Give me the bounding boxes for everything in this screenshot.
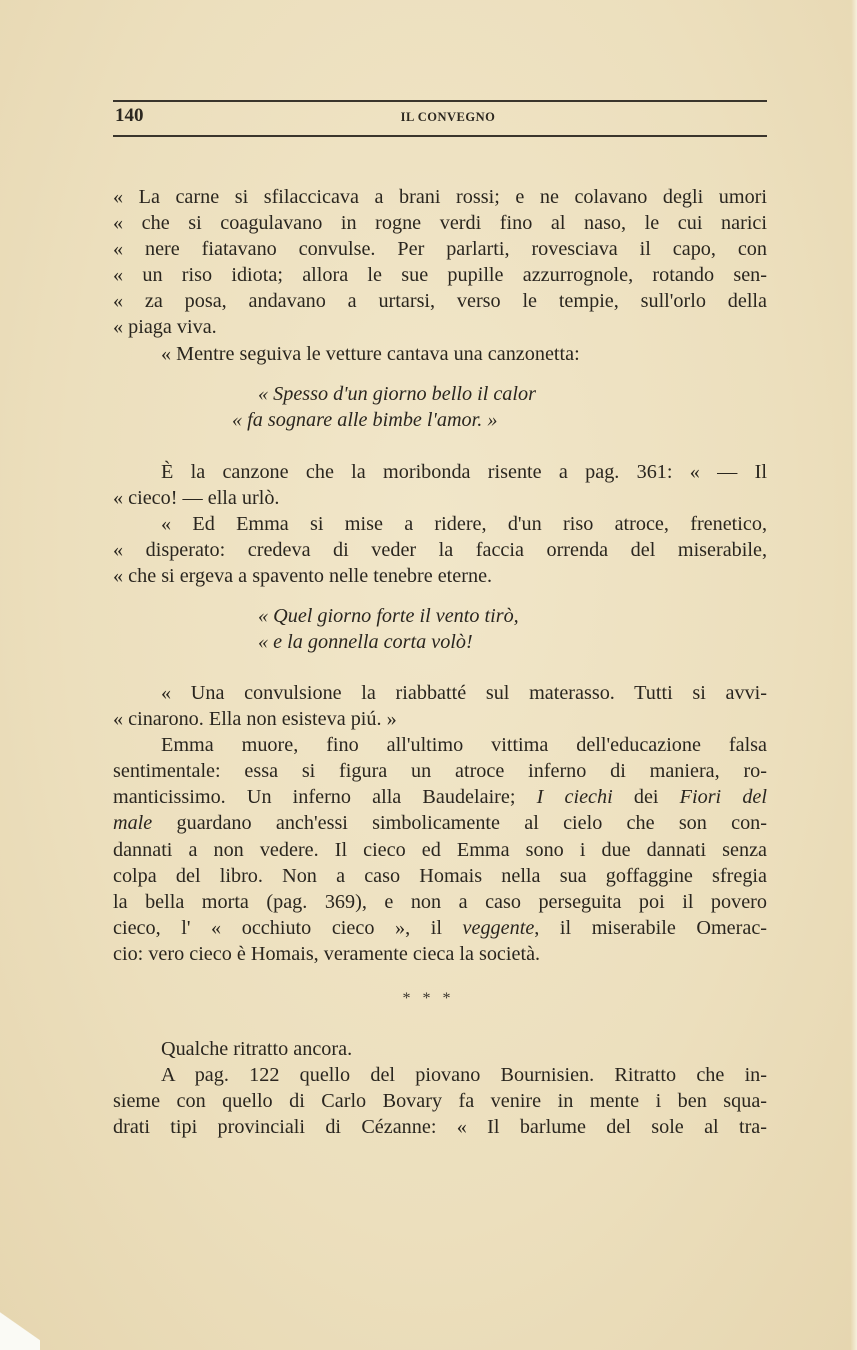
text-line: « piaga viva. — [113, 316, 217, 339]
text-line: « cinarono. Ella non esisteva piú. » — [113, 708, 397, 731]
text-line: sieme con quello di Carlo Bovary fa venire in mente i ben squa- — [113, 1090, 767, 1113]
text-line: « za posa, andavano a urtarsi, verso le tempie, sull'orlo della — [113, 290, 767, 313]
text-line: male guardano anch'essi simbolicamente al cielo che son con- — [113, 812, 767, 835]
verse-line: « Spesso d'un giorno bello il calor — [258, 383, 536, 405]
text-line: « che si ergeva a spavento nelle tenebre eterne. — [113, 565, 493, 588]
text-line: A pag. 122 quello del piovano Bournisien. Ritratto che in- — [161, 1064, 767, 1087]
text-line: « Mentre seguiva le vetture cantava una canzonetta: — [161, 342, 580, 365]
text-line: « Una convulsione la riabbatté sul materasso. Tutti si avvi- — [161, 682, 767, 704]
text-line: cio: vero cieco è Homais, veramente cieca la società. — [113, 942, 541, 965]
text-line: « Ed Emma si mise a ridere, d'un riso atroce, frenetico, — [161, 513, 767, 536]
italic-title: male — [113, 812, 153, 835]
verse-line: « e la gonnella corta volò! — [258, 631, 473, 653]
italic-word: veggente — [462, 916, 535, 939]
text-line: dannati a non vedere. Il cieco ed Emma sono i due dannati senza — [113, 838, 767, 861]
paragraph-block-2 — [113, 459, 767, 589]
text-line: drati tipi provinciali di Cézanne: « Il barlume del sole al tra- — [113, 1116, 767, 1139]
text-line: Qualche ritratto ancora. — [161, 1038, 353, 1060]
quote-block-1 — [113, 184, 767, 367]
verse-line: « Quel giorno forte il vento tirò, — [258, 605, 519, 627]
italic-title: Fiori del — [679, 786, 767, 809]
italic-title: I ciechi — [536, 786, 613, 809]
text-line: « che si coagulavano in rogne verdi fino al naso, le cui narici — [113, 212, 767, 235]
section-separator: * * * — [402, 990, 455, 1007]
text-line: la bella morta (pag. 369), e non a caso perseguita poi il povero — [113, 890, 767, 913]
text-line: « cieco! — ella urlò. — [113, 487, 280, 510]
text-line: « un riso idiota; allora le sue pupille azzurrognole, rotando sen- — [113, 264, 767, 287]
paragraph-block-3 — [113, 680, 767, 967]
text-line: Emma muore, fino all'ultimo vittima dell'educazione falsa — [161, 734, 767, 757]
text-line: « nere fiatavano convulse. Per parlarti, rovesciava il capo, con — [113, 238, 767, 261]
page-edge — [851, 0, 857, 1350]
text-line: È la canzone che la moribonda risente a pag. 361: « — Il — [161, 461, 767, 483]
page-header — [113, 100, 767, 137]
paragraph-block-4 — [113, 1036, 767, 1140]
running-title: IL CONVEGNO — [400, 110, 496, 124]
page-number: 140 — [115, 105, 144, 126]
text-line: manticissimo. Un inferno alla Baudelaire; I ciechi dei Fiori del — [113, 786, 767, 809]
text-line: « La carne si sfilaccicava a brani rossi; e ne colavano degli umori — [113, 186, 767, 208]
folded-corner — [0, 1295, 40, 1350]
text-line: sentimentale: essa si figura un atroce inferno di maniera, ro- — [113, 760, 767, 783]
text-line: cieco, l' « occhiuto cieco », il veggente, il miserabile Omerac- — [113, 916, 767, 939]
verse-line: « fa sognare alle bimbe l'amor. » — [232, 409, 498, 431]
text-line: colpa del libro. Non a caso Homais nella sua goffaggine sfregia — [113, 864, 767, 887]
text-line: « disperato: credeva di veder la faccia orrenda del miserabile, — [113, 539, 767, 562]
